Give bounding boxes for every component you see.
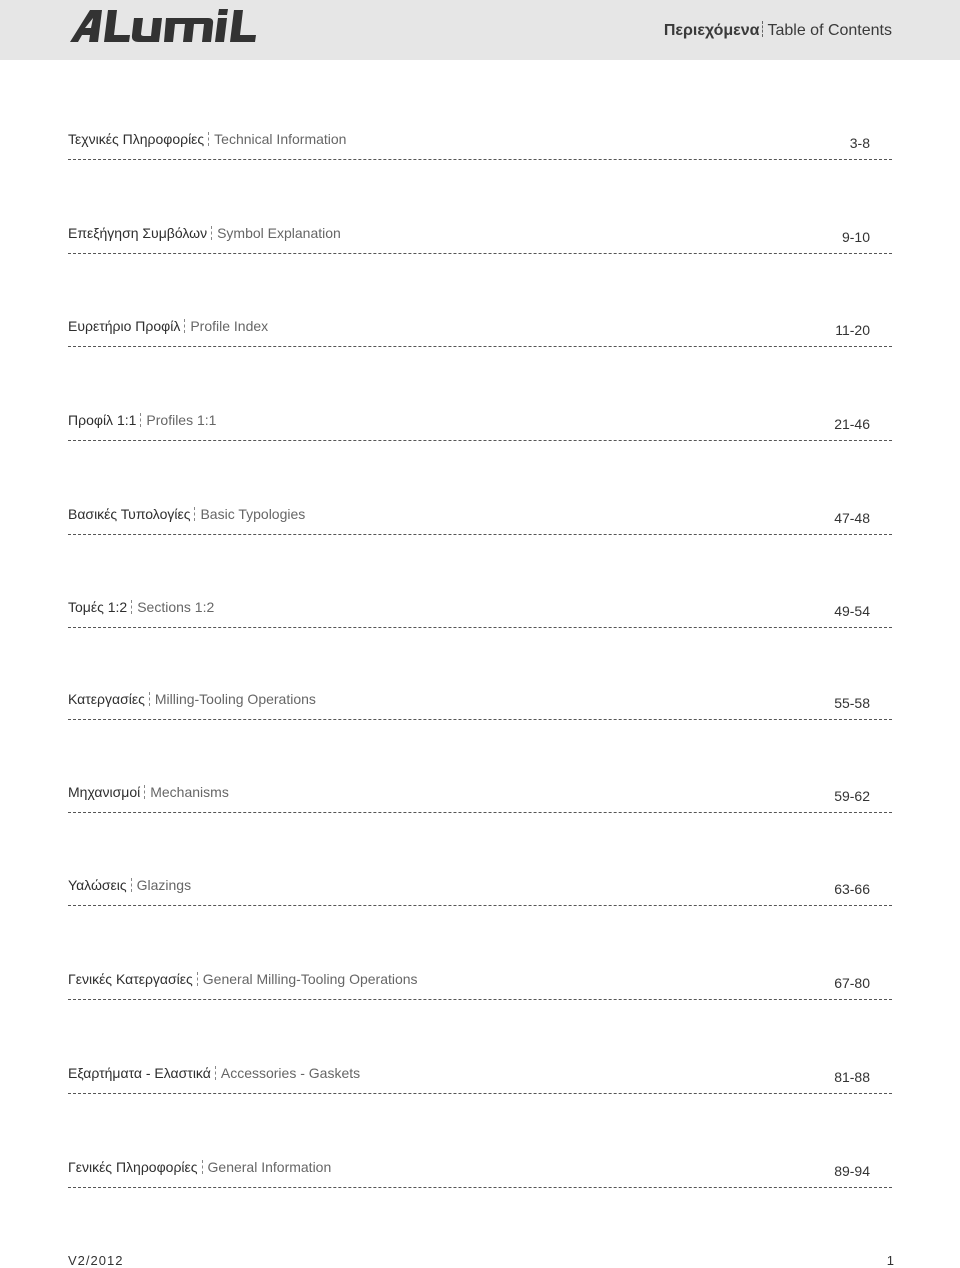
toc-row[interactable] [68, 131, 892, 160]
toc-pages: 11-20 [835, 322, 870, 338]
toc-pages: 3-8 [849, 135, 870, 151]
toc-row[interactable] [68, 1065, 892, 1094]
header-title-greek: Περιεχόμενα [663, 22, 760, 39]
toc-separator [194, 507, 196, 521]
toc-row[interactable] [68, 599, 892, 628]
toc-row[interactable] [68, 506, 892, 535]
toc-label [68, 506, 305, 522]
toc-separator [144, 785, 146, 799]
toc-label-english: Profiles 1:1 [146, 412, 217, 428]
toc-label [68, 784, 229, 800]
toc-label-greek: Υαλώσεις [68, 877, 127, 893]
toc-separator [197, 972, 199, 986]
toc-label [68, 131, 346, 147]
toc-row[interactable] [68, 691, 892, 720]
toc-label-greek: Τομές 1:2 [68, 599, 128, 615]
toc-label [68, 412, 216, 428]
toc-row[interactable] [68, 318, 892, 347]
toc-label-greek: Βασικές Τυπολογίες [68, 506, 191, 522]
toc-separator [131, 600, 133, 614]
title-separator [762, 21, 764, 37]
toc-separator [131, 878, 133, 892]
toc-label [68, 599, 214, 615]
toc-row[interactable] [68, 1159, 892, 1188]
toc-label [68, 225, 341, 241]
footer-page-number: 1 [886, 1253, 894, 1268]
toc-label [68, 971, 418, 987]
toc-separator [208, 132, 210, 146]
toc-separator [211, 226, 213, 240]
toc-label-greek: Τεχνικές Πληροφορίες [68, 131, 205, 147]
toc-label [68, 318, 268, 334]
toc-label [68, 691, 316, 707]
toc-pages: 89-94 [834, 1163, 870, 1179]
toc-label-english: Mechanisms [150, 784, 229, 800]
toc-pages: 67-80 [834, 975, 870, 991]
toc-label-english: Basic Typologies [200, 506, 306, 522]
toc-label-greek: Γενικές Πληροφορίες [68, 1159, 198, 1175]
toc-label-english: Milling-Tooling Operations [154, 691, 316, 707]
toc-label-greek: Γενικές Κατεργασίες [68, 971, 193, 987]
toc-pages: 59-62 [834, 788, 870, 804]
toc-label [68, 1159, 331, 1175]
toc-label-greek: Εξαρτήματα - Ελαστικά [68, 1065, 211, 1081]
toc-pages: 55-58 [834, 695, 870, 711]
toc-separator [202, 1160, 204, 1174]
toc-label [68, 877, 191, 893]
toc-label-english: Technical Information [214, 131, 347, 147]
toc-pages: 21-46 [834, 416, 870, 432]
header-title [664, 21, 892, 40]
toc-row[interactable] [68, 225, 892, 254]
alumil-logo [68, 4, 258, 46]
toc-label-greek: Ευρετήριο Προφίλ [68, 318, 181, 334]
toc-pages: 49-54 [834, 603, 870, 619]
toc-pages: 9-10 [841, 229, 870, 245]
toc-row[interactable] [68, 784, 892, 813]
toc-label-greek: Επεξήγηση Συμβόλων [68, 225, 208, 241]
toc-pages: 63-66 [834, 881, 870, 897]
toc-label-greek: Κατεργασίες [68, 691, 145, 707]
header-title-english: Table of Contents [767, 22, 892, 39]
toc-separator [215, 1066, 217, 1080]
toc-label-english: Symbol Explanation [217, 225, 341, 241]
toc-label-english: General Information [207, 1159, 332, 1175]
toc-separator [140, 413, 142, 427]
toc-label-english: Accessories - Gaskets [220, 1065, 361, 1081]
toc-separator [184, 319, 186, 333]
toc-row[interactable] [68, 877, 892, 906]
toc-label-english: Sections 1:2 [137, 599, 215, 615]
toc-label-english: Glazings [136, 877, 192, 893]
toc-pages: 81-88 [834, 1069, 870, 1085]
toc-separator [149, 692, 151, 706]
page-header [0, 0, 960, 60]
toc-pages: 47-48 [834, 510, 870, 526]
toc-label-english: Profile Index [190, 318, 269, 334]
footer-version: V2/2012 [68, 1253, 124, 1268]
toc-label [68, 1065, 360, 1081]
toc-label-greek: Μηχανισμοί [68, 784, 141, 800]
toc-row[interactable] [68, 971, 892, 1000]
toc-row[interactable] [68, 412, 892, 441]
toc-label-greek: Προφίλ 1:1 [68, 412, 137, 428]
toc-label-english: General Milling-Tooling Operations [202, 971, 418, 987]
